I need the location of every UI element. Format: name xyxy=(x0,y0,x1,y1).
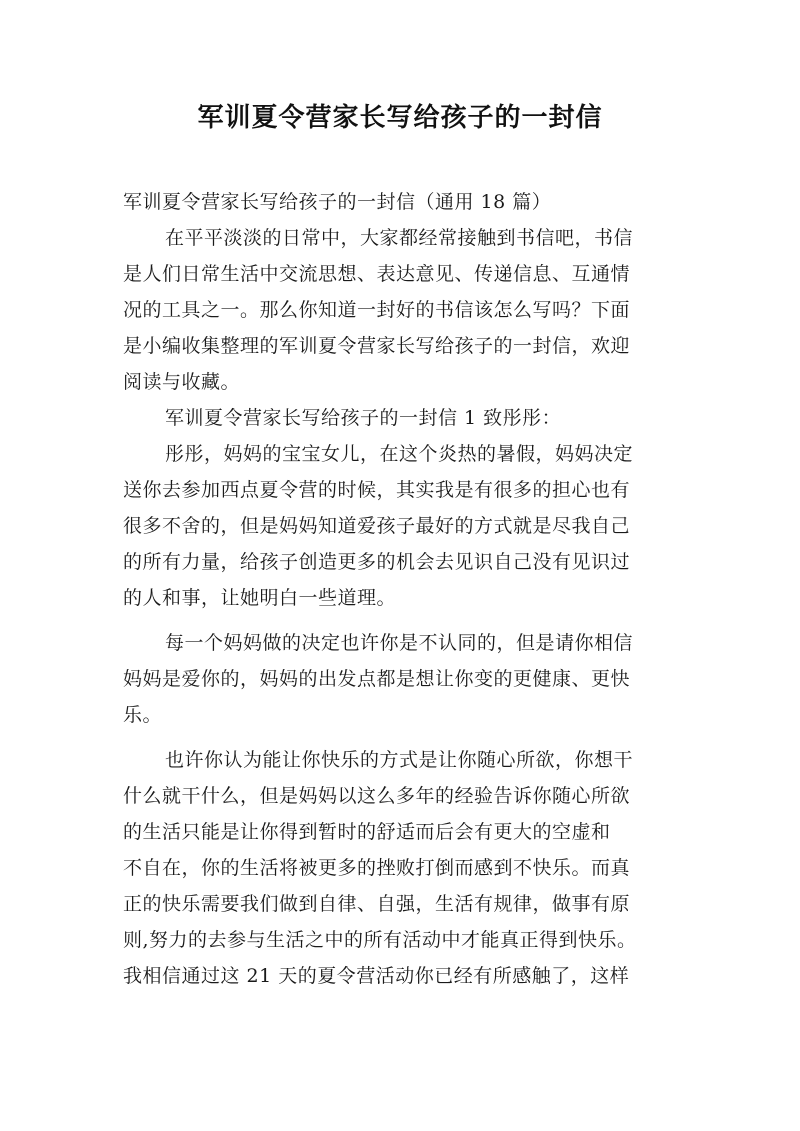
body-line: 的人和事，让她明白一些道理。 xyxy=(123,587,397,609)
body-line: 在平平淡淡的日常中，大家都经常接触到书信吧，书信 xyxy=(165,227,634,249)
body-line: 妈妈是爱你的，妈妈的出发点都是想让你变的更健康、更快 xyxy=(123,668,631,690)
body-line: 彤彤，妈妈的宝宝女儿，在这个炎热的暑假，妈妈决定 xyxy=(165,443,634,465)
body-line: 的生活只能是让你得到暂时的舒适而后会有更大的空虚和 xyxy=(123,821,611,843)
body-line: 的所有力量，给孩子创造更多的机会去见识自己没有见识过 xyxy=(123,551,631,573)
body-line: 况的工具之一。那么你知道一封好的书信该怎么写吗？下面 xyxy=(123,299,631,321)
body-line: 每一个妈妈做的决定也许你是不认同的，但是请你相信 xyxy=(165,632,634,654)
body-line: 很多不舍的，但是妈妈知道爱孩子最好的方式就是尽我自己 xyxy=(123,515,631,537)
body-line: 也许你认为能让你快乐的方式是让你随心所欲，你想干 xyxy=(165,749,634,771)
body-line: 正的快乐需要我们做到自律、自强，生活有规律，做事有原 xyxy=(123,893,631,915)
body-line: 我相信通过这 21 天的夏令营活动你已经有所感触了，这样 xyxy=(123,965,630,987)
letter-heading-line: 军训夏令营家长写给孩子的一封信 1 致彤彤： xyxy=(165,407,562,429)
body-line: 什么就干什么，但是妈妈以这么多年的经验告诉你随心所欲 xyxy=(123,785,631,807)
document-title: 军训夏令营家长写给孩子的一封信 xyxy=(197,103,603,133)
subtitle-line: 军训夏令营家长写给孩子的一封信（通用 18 篇） xyxy=(123,191,552,213)
body-line: 是小编收集整理的军训夏令营家长写给孩子的一封信，欢迎 xyxy=(123,335,631,357)
document-body xyxy=(123,184,683,994)
body-line: 不自在，你的生活将被更多的挫败打倒而感到不快乐。而真 xyxy=(123,857,631,879)
body-line: 阅读与收藏。 xyxy=(123,371,241,393)
body-line: 乐。 xyxy=(123,704,163,726)
body-line: 是人们日常生活中交流思想、表达意见、传递信息、互通情 xyxy=(123,263,631,285)
body-line: 则,努力的去参与生活之中的所有活动中才能真正得到快乐。 xyxy=(123,929,637,951)
body-line: 送你去参加西点夏令营的时候，其实我是有很多的担心也有 xyxy=(123,479,631,501)
